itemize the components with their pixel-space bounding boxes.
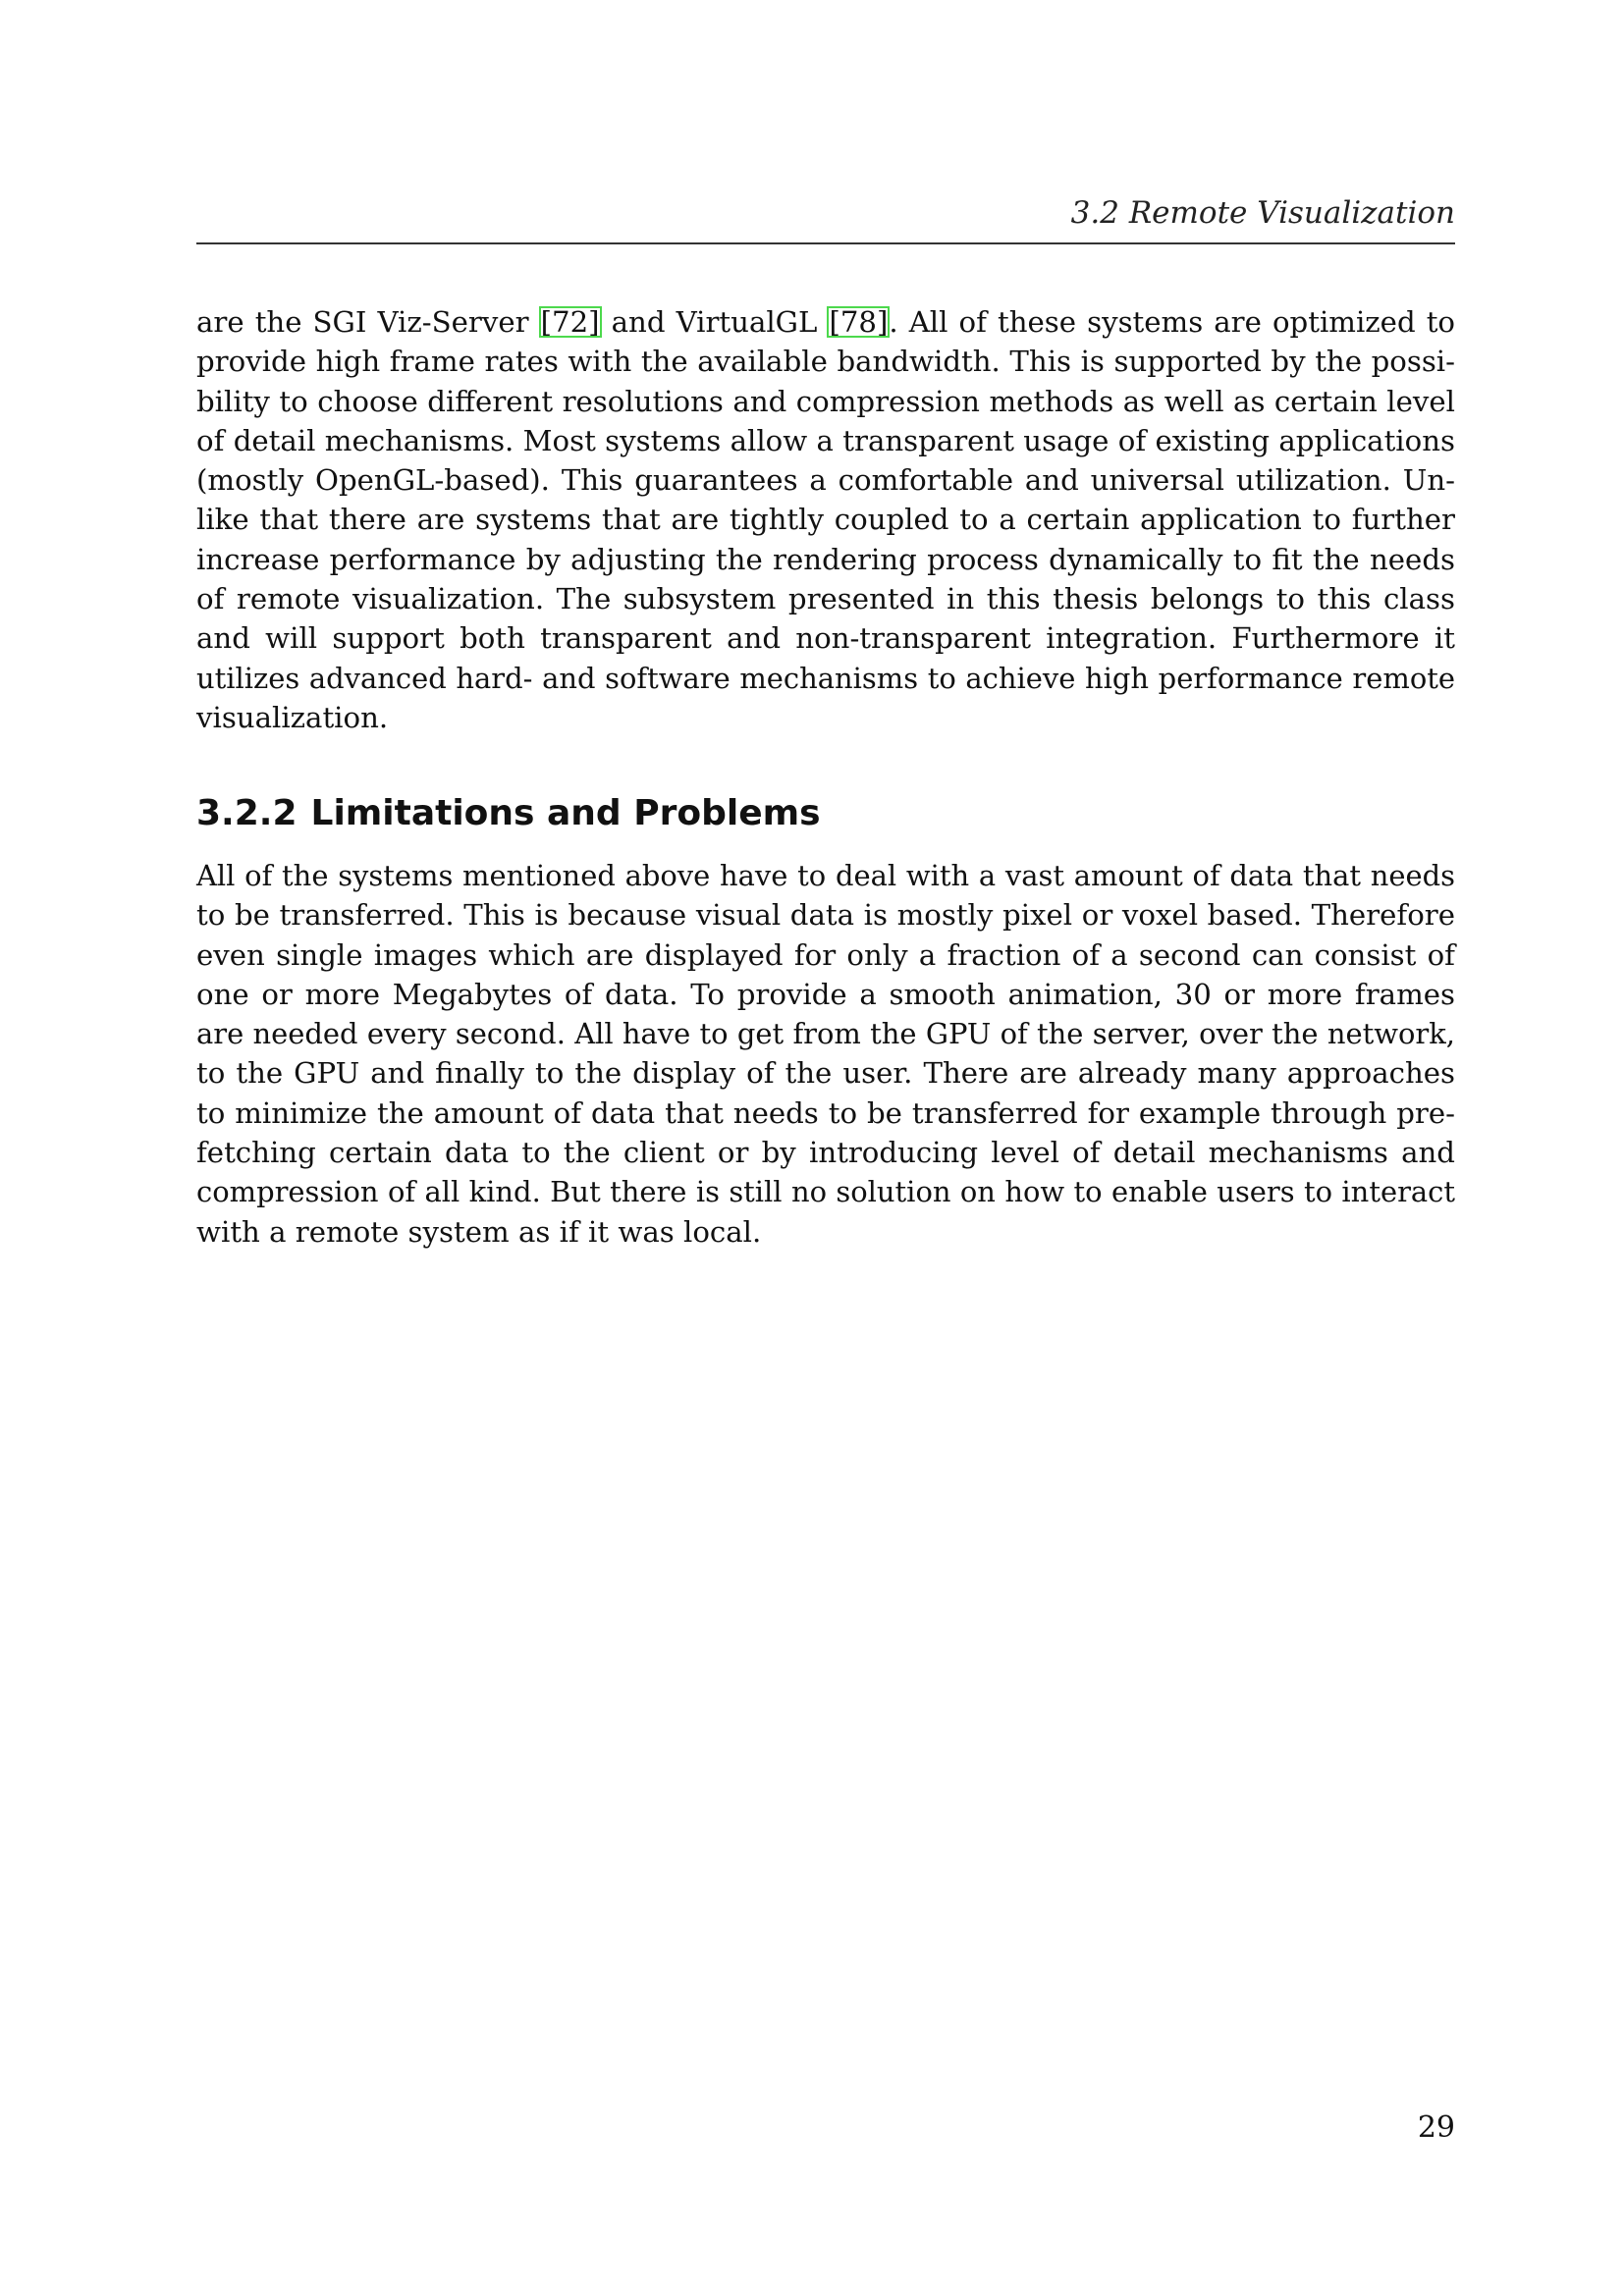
paragraph-1-line: provide high frame rates with the available bandwidth. This is supported by the possi- xyxy=(196,345,1455,379)
paragraph-1 xyxy=(196,302,1455,737)
paragraph-1-line: bility to choose different resolutions and compression methods as well as certain level xyxy=(196,384,1455,418)
page-number: 29 xyxy=(1417,2110,1455,2145)
paragraph-2-line: compression of all kind. But there is still no solution on how to enable users to interact xyxy=(196,1175,1455,1209)
running-header: 3.2 Remote Visualization xyxy=(1070,195,1455,231)
paragraph-1-text xyxy=(196,302,1455,737)
paragraph-1-line: (mostly OpenGL-based). This guarantees a comfortable and universal utilization. Un- xyxy=(196,463,1455,498)
paragraph-2-line: even single images which are displayed for only a fraction of a second can consist of xyxy=(196,937,1455,972)
paragraph-2-line: one or more Megabytes of data. To provide a smooth animation, 30 or more frames xyxy=(196,977,1455,1011)
paragraph-2-line: with a remote system as if it was local. xyxy=(196,1214,762,1249)
paragraph-1-line: like that there are systems that are tightly coupled to a certain application to further xyxy=(196,503,1455,537)
paragraph-2 xyxy=(196,856,1455,1252)
paragraph-1-line: of detail mechanisms. Most systems allow a transparent usage of existing applications xyxy=(196,423,1455,457)
paragraph-1-line: are the SGI Viz-Server [72] and VirtualGL [78]. All of these systems are optimized to xyxy=(196,305,1455,339)
paragraph-1-line: increase performance by adjusting the rendering process dynamically to fit the needs xyxy=(196,542,1455,576)
header-rule xyxy=(196,242,1455,244)
paragraph-2-line: All of the systems mentioned above have to deal with a vast amount of data that needs xyxy=(196,859,1455,892)
paragraph-2-line: fetching certain data to the client or by introducing level of detail mechanisms and xyxy=(196,1136,1455,1170)
paragraph-1-line: and will support both transparent and non-transparent integration. Furthermore it xyxy=(196,621,1455,656)
paragraph-2-text xyxy=(196,856,1455,1252)
section-title: Limitations and Problems xyxy=(310,793,821,833)
paragraph-1-line: utilizes advanced hard- and software mechanisms to achieve high performance remote xyxy=(196,661,1455,695)
citation-link-72[interactable]: [72] xyxy=(540,305,600,339)
paragraph-2-line: to the GPU and finally to the display of the user. There are already many approaches xyxy=(196,1056,1455,1091)
paragraph-2-line: are needed every second. All have to get from the GPU of the server, over the network, xyxy=(196,1017,1455,1051)
section-number: 3.2.2 xyxy=(196,793,298,833)
paragraph-2-line: to minimize the amount of data that needs to be transferred for example through pre- xyxy=(196,1095,1455,1130)
section-heading xyxy=(196,791,1455,836)
paragraph-2-line: to be transferred. This is because visual data is mostly pixel or voxel based. Therefore xyxy=(196,898,1455,933)
paragraph-1-line: visualization. xyxy=(196,700,389,734)
citation-link-78[interactable]: [78] xyxy=(829,305,889,339)
paragraph-1-line: of remote visualization. The subsystem presented in this thesis belongs to this class xyxy=(196,582,1455,616)
